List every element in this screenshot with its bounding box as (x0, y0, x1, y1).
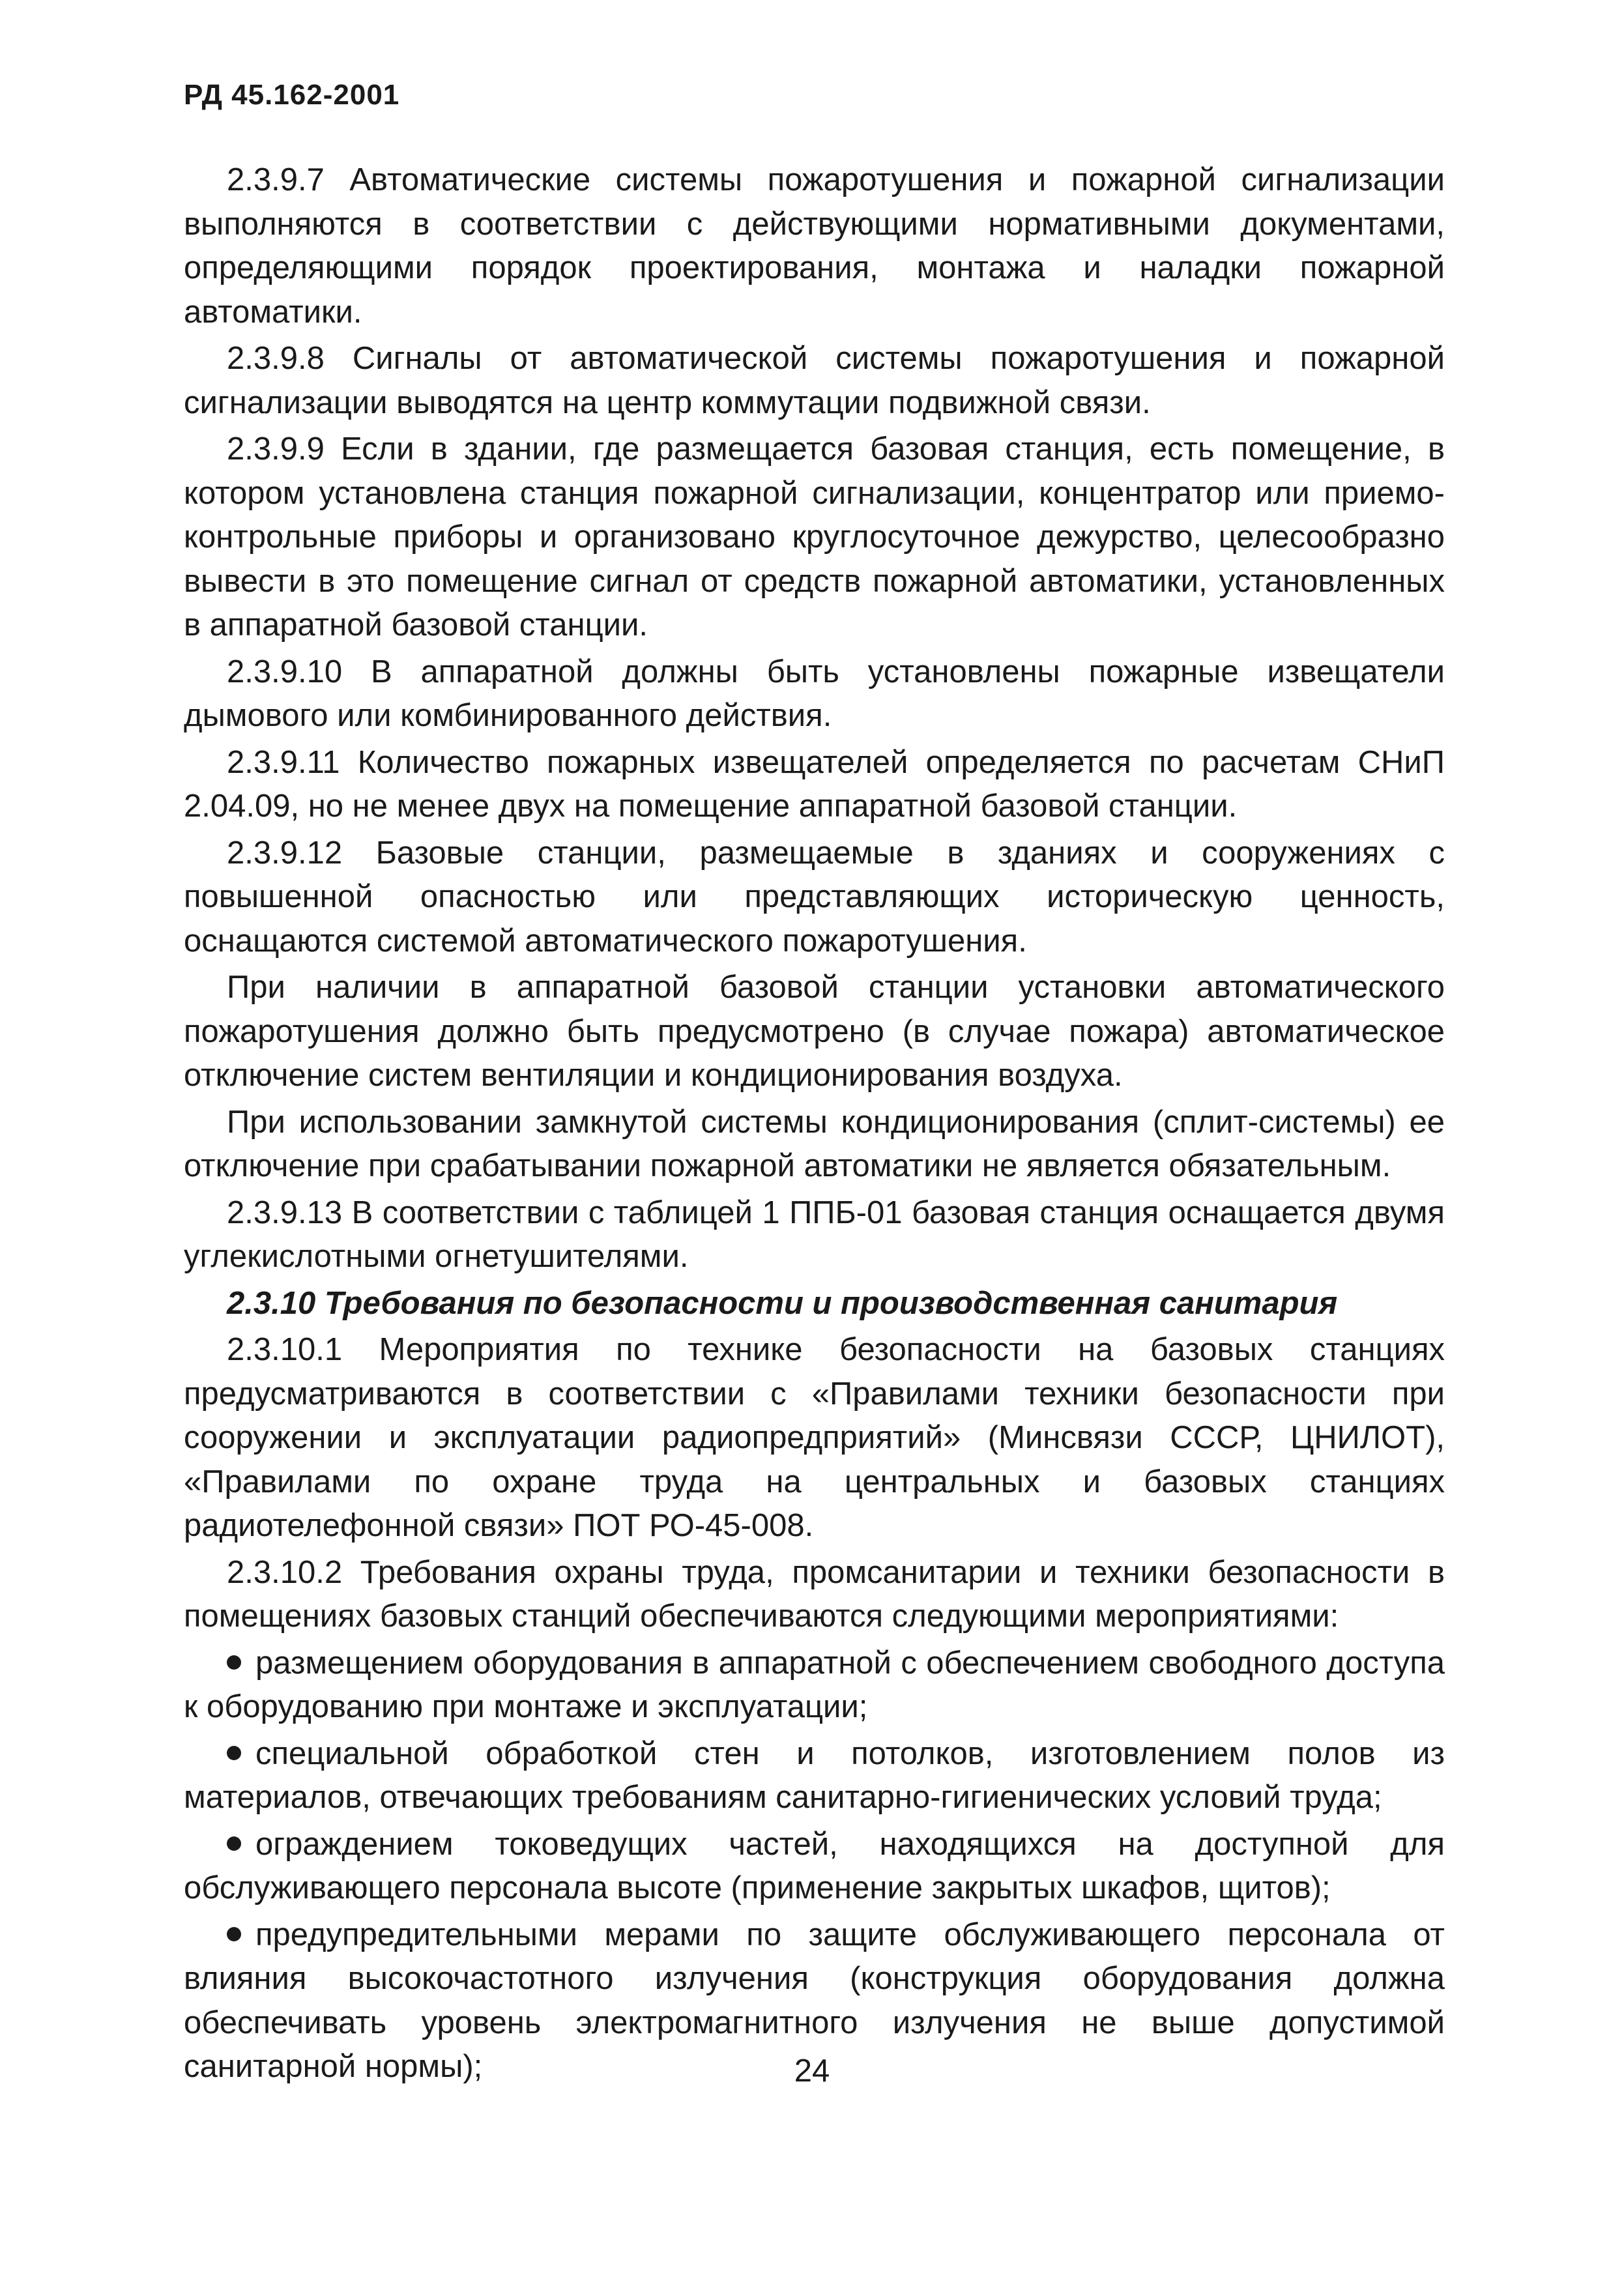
paragraph-2-3-9-10: 2.3.9.10 В аппаратной должны быть установлены пожарные извещатели дымового или комбинированного действия. (184, 654, 1445, 733)
bullet-item (184, 1823, 1445, 1911)
bullet-icon (227, 1927, 241, 1941)
paragraph-2-3-9-9: 2.3.9.9 Если в здании, где размещается базовая станция, есть помещение, в котором установлена станция пожарной сигнализации, концентратор или приемо-контрольные приборы и организовано круглосуточное дежурство, целесообразно вывести в это помещение сигнал от средств пожарной автоматики, установленных в аппаратной базовой станции. (184, 431, 1445, 643)
section-heading-2-3-10: 2.3.10 Требования по безопасности и производственная санитария (227, 1285, 1338, 1321)
bullet-icon (227, 1746, 241, 1760)
paragraph-2-3-9-7: 2.3.9.7 Автоматические системы пожаротушения и пожарной сигнализации выполняются в соответствии с действующими нормативными документами, определяющими порядок проектирования, монтажа и наладки пожарной автоматики. (184, 162, 1445, 330)
paragraph-2-3-9-12: 2.3.9.12 Базовые станции, размещаемые в зданиях и сооружениях с повышенной опасностью или представляющих историческую ценность, оснащаются системой автоматического пожаротушения. (184, 835, 1445, 959)
bullet-text: специальной обработкой стен и потолков, изготовлением полов из материалов, отвечающих требованиям санитарно-гигиенических условий труда; (184, 1735, 1445, 1815)
bullet-item (184, 1732, 1445, 1820)
document-code: РД 45.162-2001 (184, 79, 400, 111)
bullet-icon (227, 1655, 241, 1670)
page-number: 24 (794, 2053, 830, 2089)
bullet-text: ограждением токоведущих частей, находящихся на доступной для обслуживающего персонала высоте (применение закрытых шкафов, щитов); (184, 1826, 1445, 1906)
paragraph-2-3-10-1: 2.3.10.1 Мероприятия по технике безопасности на базовых станциях предусматриваются в соответствии с «Правилами техники безопасности при сооружении и эксплуатации радиопредприятий» (Минсвязи СССР, ЦНИЛОТ), «Правилами по охране труда на центральных и базовых станциях радиотелефонной связи» ПОТ РО-45-008. (184, 1332, 1445, 1543)
paragraph-2-3-9-8: 2.3.9.8 Сигналы от автоматической системы пожаротушения и пожарной сигнализации выводятся на центр коммутации подвижной связи. (184, 341, 1445, 420)
page-body (184, 158, 1445, 2092)
bullet-item (184, 1642, 1445, 1730)
bullet-text: предупредительными мерами по защите обслуживающего персонала от влияния высокочастотного излучения (конструкция оборудования должна обеспечивать уровень электромагнитного излучения не выше допустимой санитарной нормы); (184, 1917, 1445, 2084)
paragraph-split-system: При использовании замкнутой системы кондиционирования (сплит-системы) ее отключение при срабатывании пожарной автоматики не является обязательным. (184, 1104, 1445, 1183)
paragraph-extinguishing-installation: При наличии в аппаратной базовой станции установки автоматического пожаротушения должно быть предусмотрено (в случае пожара) автоматическое отключение систем вентиляции и кондиционирования воздуха. (184, 970, 1445, 1093)
paragraph-2-3-9-11: 2.3.9.11 Количество пожарных извещателей определяется по расчетам СНиП 2.04.09, но не менее двух на помещение аппаратной базовой станции. (184, 744, 1445, 824)
bullet-icon (227, 1836, 241, 1851)
paragraph-2-3-9-13: 2.3.9.13 В соответствии с таблицей 1 ППБ-01 базовая станция оснащается двумя углекислотными огнетушителями. (184, 1195, 1445, 1274)
paragraph-2-3-10-2: 2.3.10.2 Требования охраны труда, промсанитарии и техники безопасности в помещениях базовых станций обеспечиваются следующими мероприятиями: (184, 1554, 1445, 1634)
bullet-text: размещением оборудования в аппаратной с обеспечением свободного доступа к оборудованию при монтаже и эксплуатации; (184, 1645, 1445, 1724)
